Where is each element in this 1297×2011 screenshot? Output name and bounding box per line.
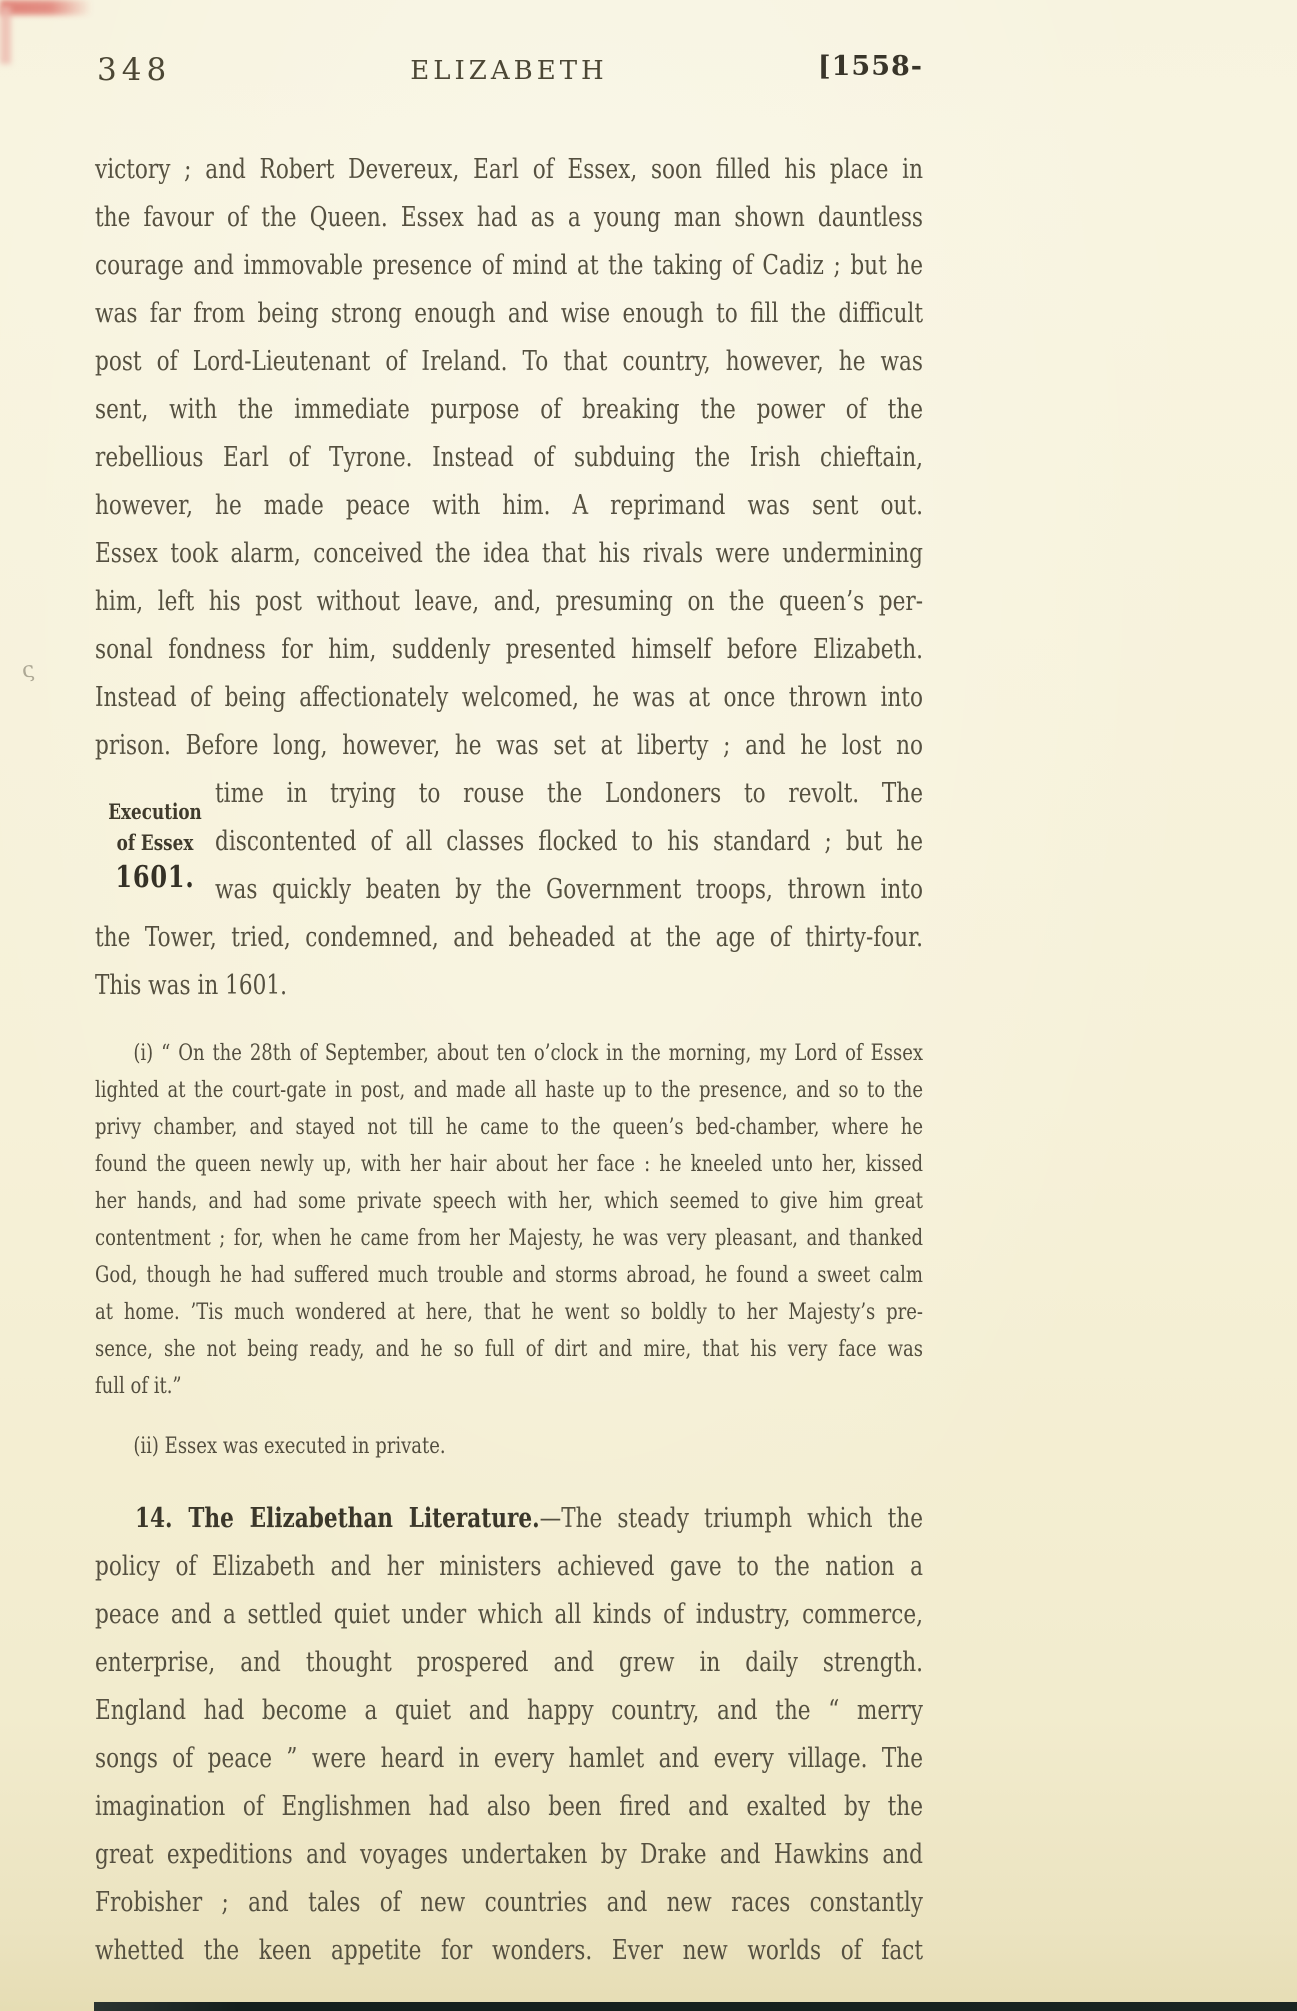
paragraph-line: Frobisher ; and tales of new countries and new races constantly — [95, 1887, 923, 1918]
paragraph-end — [95, 914, 923, 1010]
running-title: ELIZABETH — [410, 56, 608, 86]
footnote-ii: (ii) Essex was executed in private. — [133, 1433, 446, 1459]
paragraph-line: imagination of Englishmen had also been fired and exalted by the — [95, 1791, 923, 1822]
pink-edge-mark — [0, 6, 11, 64]
footnote-line: lighted at the court-gate in post, and made all haste up to the presence, and so to the — [95, 1077, 923, 1103]
paragraph-line: the favour of the Queen. Essex had as a young man shown dauntless — [95, 202, 923, 233]
footnote-line: sence, she not being ready, and he so full of dirt and mire, that his very face was — [95, 1336, 923, 1362]
section-14 — [95, 1495, 923, 1975]
stray-ink-mark: ς — [20, 657, 37, 684]
footnote-line: her hands, and had some private speech with her, which seemed to give him great — [95, 1188, 923, 1214]
paragraph-line: discontented of all classes flocked to his standard ; but he — [215, 826, 923, 857]
paragraph-line: great expeditions and voyages undertaken by Drake and Hawkins and — [95, 1839, 923, 1870]
margin-note-line: Execution — [108, 799, 202, 824]
footnote-line: God, though he had suffered much trouble and storms abroad, he found a sweet calm — [95, 1262, 923, 1288]
paragraph-line: sonal fondness for him, suddenly presented himself before Elizabeth. — [95, 634, 923, 665]
paragraph-line: sent, with the immediate purpose of breaking the power of the — [95, 394, 923, 425]
footnote-i-last-line: full of it.” — [95, 1373, 182, 1399]
noted-lines — [215, 770, 923, 914]
footnote-line: found the queen newly up, with her hair about her face : he kneeled unto her, kissed — [95, 1151, 923, 1177]
paragraph-line: Instead of being affectionately welcomed, he was at once thrown into — [95, 682, 923, 713]
paragraph-line: England had become a quiet and happy country, and the “ merry — [95, 1695, 923, 1726]
paragraph-line: peace and a settled quiet under which all kinds of industry, commerce, — [95, 1599, 923, 1630]
noted-passage — [95, 770, 923, 914]
footnote-line: (i) “ On the 28th of September, about ten o’clock in the morning, my Lord of Essex — [133, 1040, 923, 1066]
section-heading: 14. The Elizabethan Literature. — [135, 1503, 540, 1534]
paragraph-line: rebellious Earl of Tyrone. Instead of subduing the Irish chieftain, — [95, 442, 923, 473]
paragraph-line: post of Lord-Lieutenant of Ireland. To that country, however, he was — [95, 346, 923, 377]
paragraph-line: prison. Before long, however, he was set at liberty ; and he lost no — [95, 730, 923, 761]
paragraph-line: him, left his post without leave, and, presuming on the queen’s per- — [95, 586, 923, 617]
paragraph-line: time in trying to rouse the Londoners to revolt. The — [215, 778, 923, 809]
body-paragraph — [95, 146, 923, 770]
paragraph-last-line: This was in 1601. — [95, 970, 288, 1001]
paragraph-line: courage and immovable presence of mind at the taking of Cadiz ; but he — [95, 250, 923, 281]
paragraph-line: was quickly beaten by the Government troops, thrown into — [215, 874, 923, 905]
text-column — [95, 0, 923, 2011]
footnote-i — [95, 1035, 923, 1368]
section-heading-line — [95, 1495, 923, 1543]
scan-bottom-edge — [94, 2002, 1297, 2011]
paragraph-line: whetted the keen appetite for wonders. Ever new worlds of fact — [95, 1935, 923, 1966]
page-number: 348 — [97, 52, 172, 88]
paragraph-line: was far from being strong enough and wise enough to fill the difficult — [95, 298, 923, 329]
paragraph-line: victory ; and Robert Devereux, Earl of Essex, soon filled his place in — [95, 154, 923, 185]
margin-note-line: of Essex — [116, 830, 194, 855]
paragraph-line: policy of Elizabeth and her ministers achieved gave to the nation a — [95, 1551, 923, 1582]
paragraph-line: enterprise, and thought prospered and grew in daily strength. — [95, 1647, 923, 1678]
paragraph-line: Essex took alarm, conceived the idea that his rivals were undermining — [95, 538, 923, 569]
red-ink-smudge — [0, 0, 92, 15]
footnote-line: contentment ; for, when he came from her Majesty, he was very pleasant, and thanked — [95, 1225, 923, 1251]
paragraph-line: the Tower, tried, condemned, and beheaded at the age of thirty-four. — [95, 922, 923, 953]
footnote-line: at home. ’Tis much wondered at here, that he went so boldly to her Majesty’s pre- — [95, 1299, 923, 1325]
paragraph-line: songs of peace ” were heard in every hamlet and every village. The — [95, 1743, 923, 1774]
margin-note-year: 1601. — [115, 860, 195, 895]
footnote-line: privy chamber, and stayed not till he came to the queen’s bed-chamber, where he — [95, 1114, 923, 1140]
paragraph-line: however, he made peace with him. A reprimand was sent out. — [95, 490, 923, 521]
section-opening-text: —The steady triumph which the — [539, 1503, 923, 1534]
section-paragraph — [95, 1543, 923, 1975]
date-range: [1558- — [817, 51, 923, 82]
margin-note — [95, 770, 215, 914]
